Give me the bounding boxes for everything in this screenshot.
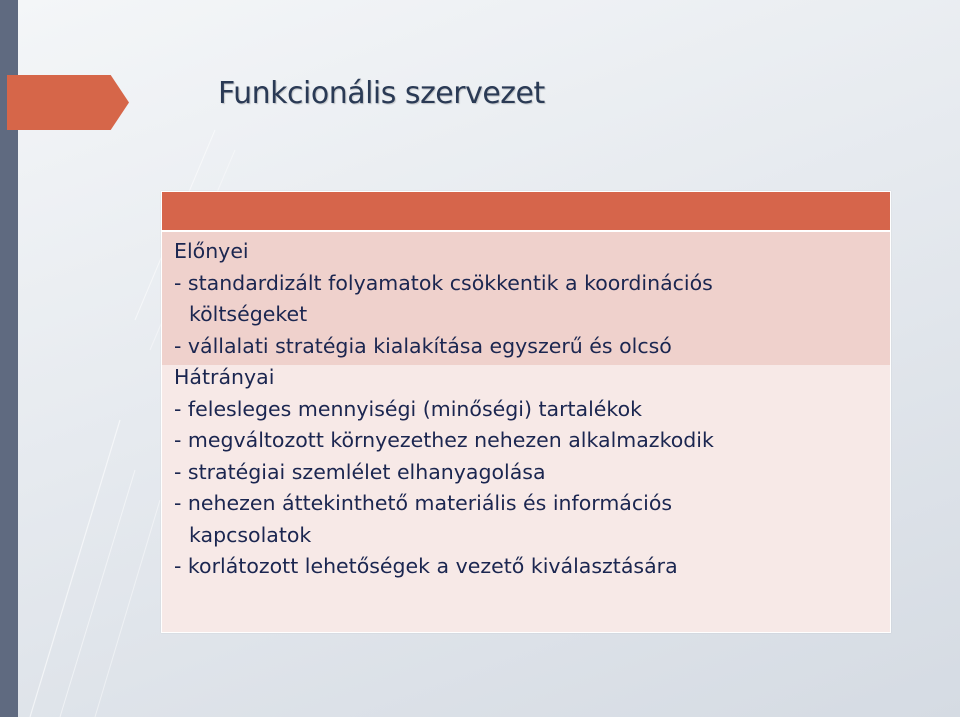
table-content [174, 236, 874, 583]
list-item: költségeket [189, 302, 308, 326]
list-item: - standardizált folyamatok csökkentik a koordinációs [174, 270, 713, 295]
list-item: kapcsolatok [189, 522, 312, 547]
list-item: - felesleges mennyiségi (minőségi) tartalékok [174, 396, 642, 421]
table-header [162, 192, 890, 232]
content-table [161, 191, 891, 633]
section-heading-disadvantages: Hátrányai [174, 365, 275, 389]
slide-title: Funkcionális szervezet [218, 76, 545, 111]
list-item: - megváltozott környezethez nehezen alkalmazkodik [174, 428, 714, 452]
title-accent-arrow [7, 75, 129, 130]
list-item: - korlátozott lehetőségek a vezető kiválasztására [174, 554, 678, 578]
list-item: - nehezen áttekinthető materiális és információs [174, 491, 673, 515]
section-heading-advantages: Előnyei [174, 239, 249, 263]
list-item: - stratégiai szemlélet elhanyagolása [174, 459, 546, 484]
list-item: - vállalati stratégia kialakítása egyszerű és olcsó [174, 333, 672, 358]
